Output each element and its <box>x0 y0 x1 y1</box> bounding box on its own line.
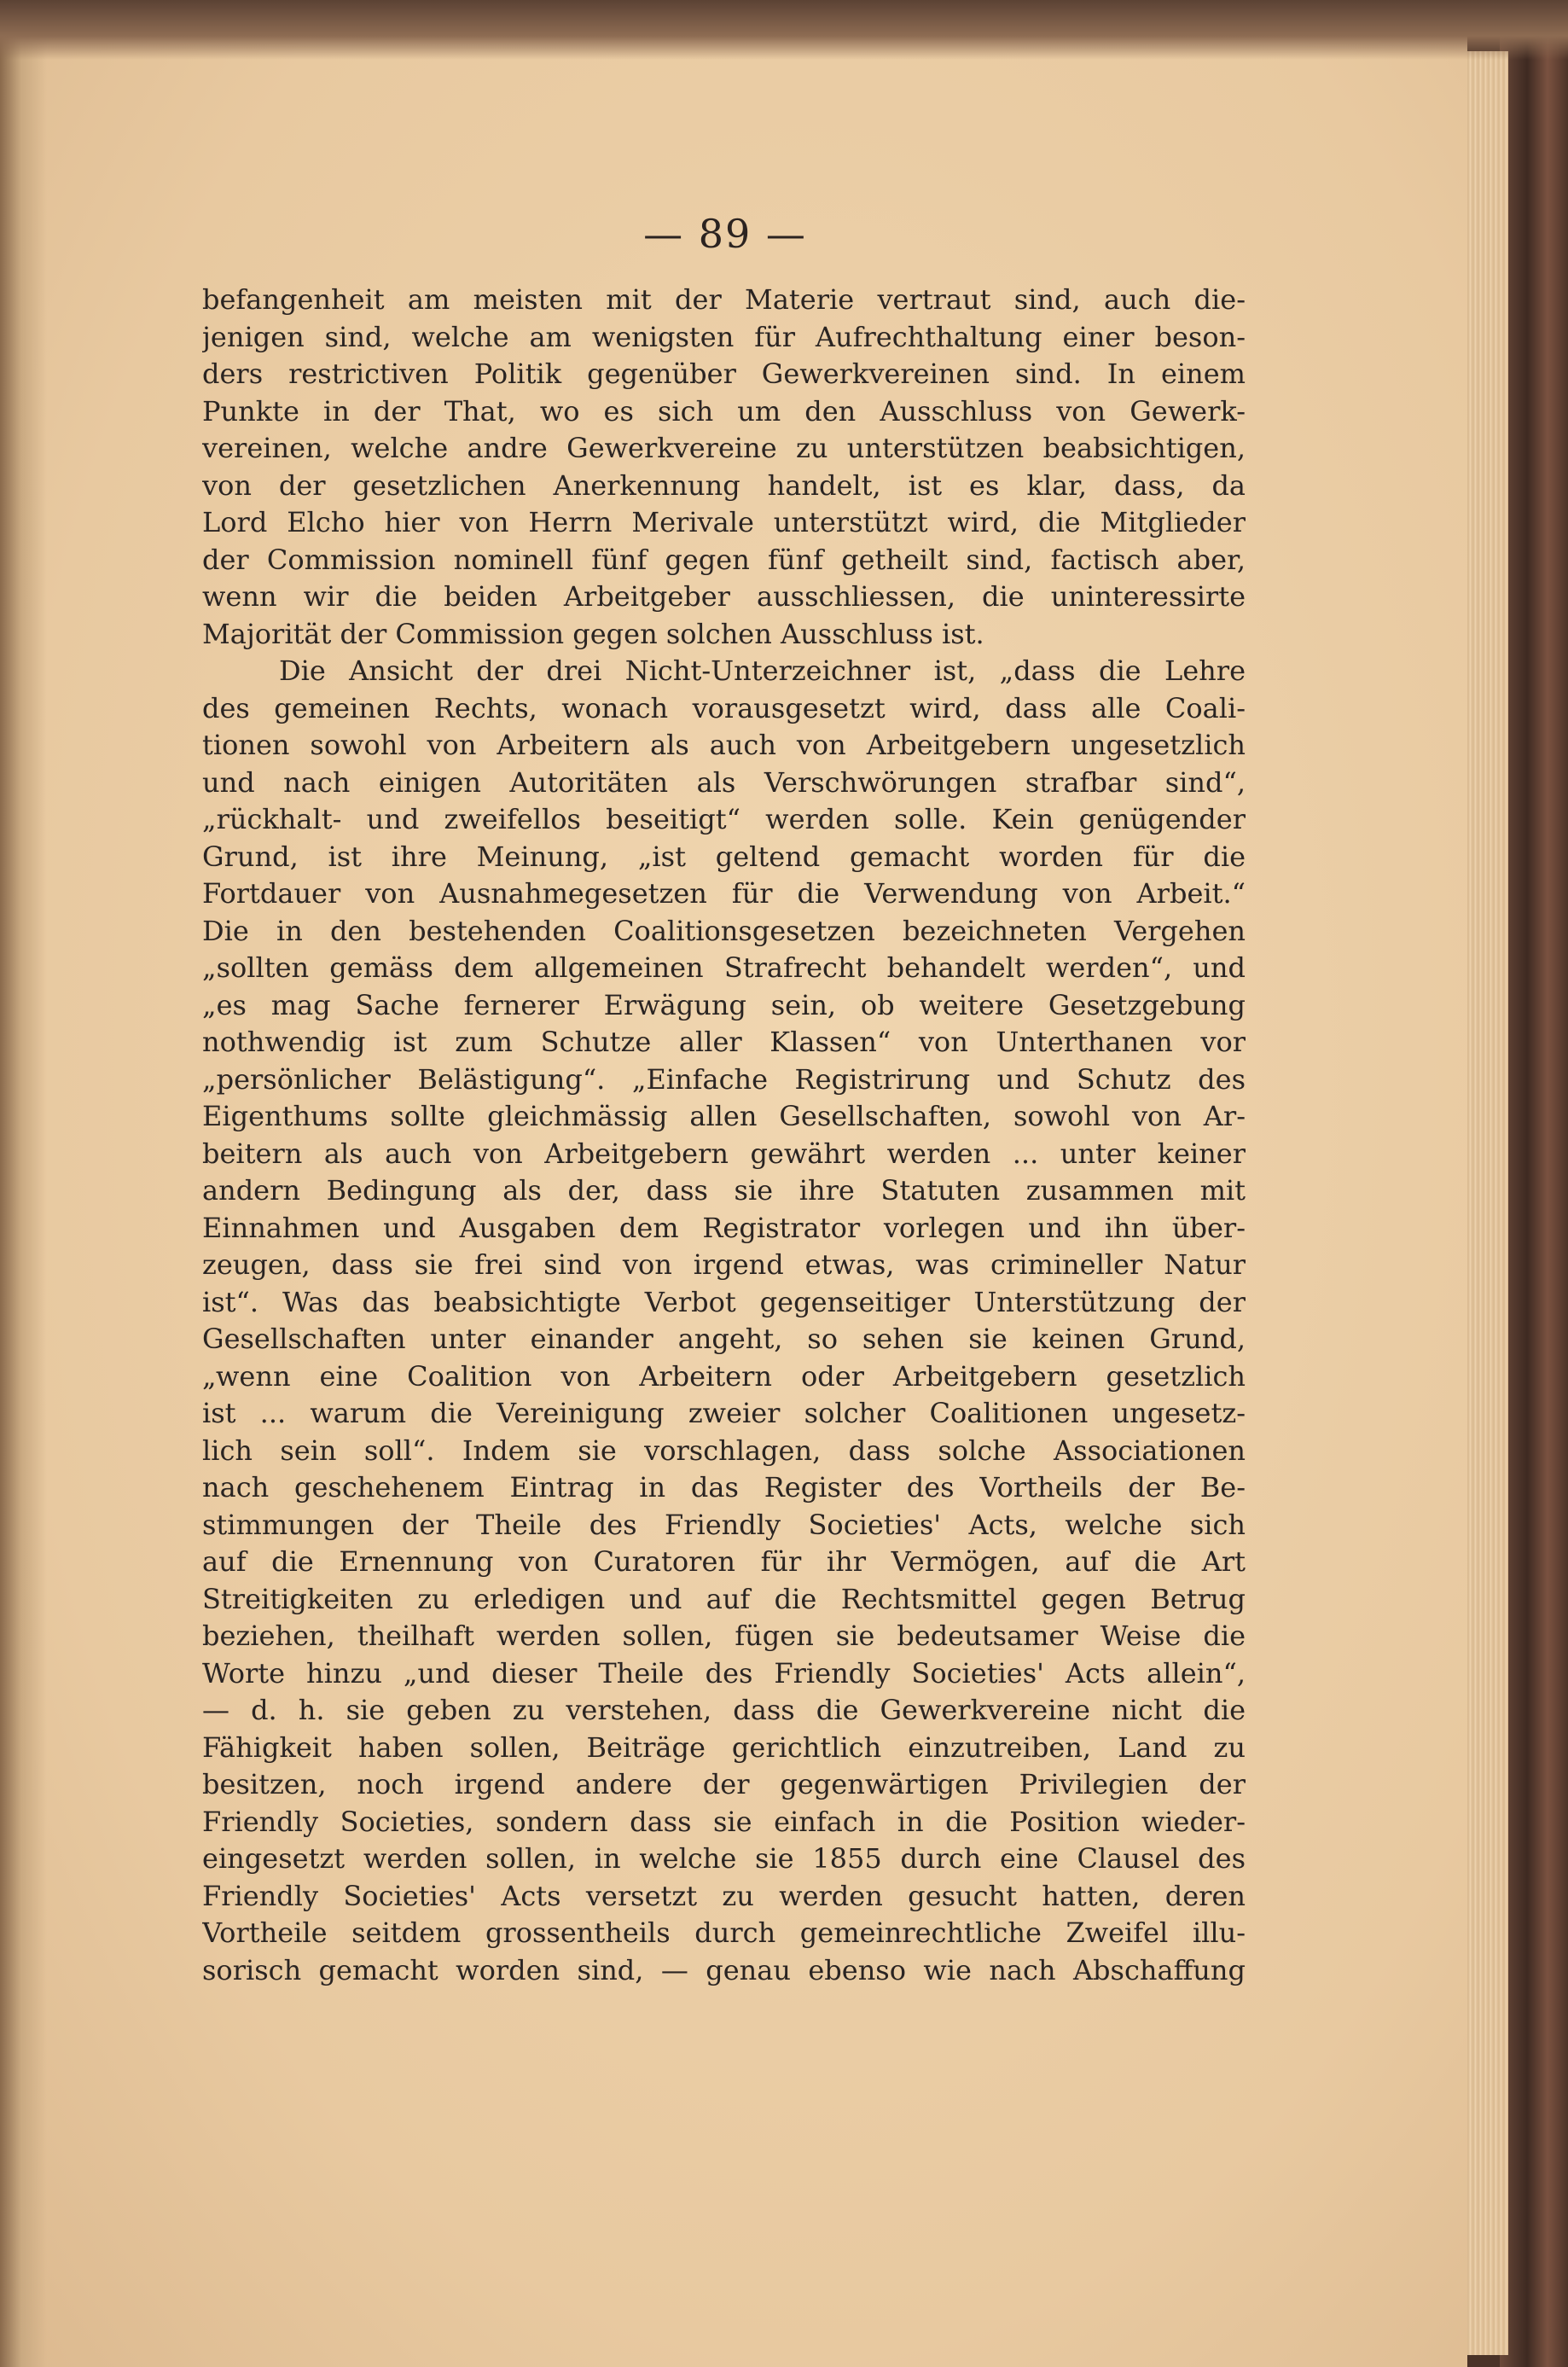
text-line: Eigenthums sollte gleichmässig allen Gesellschaften, sowohl von Ar- <box>202 1100 1246 1132</box>
page-number: — 89 — <box>643 211 807 257</box>
text-line: beziehen, theilhaft werden sollen, fügen sie bedeutsamer Weise die <box>202 1620 1246 1652</box>
text-line: ders restrictiven Politik gegenüber Gewerkvereinen sind. In einem <box>202 358 1246 390</box>
text-line: zeugen, dass sie frei sind von irgend etwas, was crimineller Natur <box>202 1248 1246 1281</box>
text-line: vereinen, welche andre Gewerkvereine zu unterstützen beabsichtigen, <box>202 432 1246 464</box>
text-line: und nach einigen Autoritäten als Verschwörungen strafbar sind“, <box>202 765 1246 799</box>
text-line: „es mag Sache fernerer Erwägung sein, ob weitere Gesetzgebung <box>202 988 1246 1021</box>
text-line: jenigen sind, welche am wenigsten für Aufrechthaltung einer beson- <box>202 320 1246 353</box>
text-line: Gesellschaften unter einander angeht, so sehen sie keinen Grund, <box>202 1323 1246 1355</box>
text-line: stimmungen der Theile des Friendly Societies' Acts, welche sich <box>202 1508 1246 1541</box>
text-line: Einnahmen und Ausgaben dem Registrator vorlegen und ihn über- <box>202 1211 1246 1244</box>
text-line: andern Bedingung als der, dass sie ihre Statuten zusammen mit <box>202 1174 1246 1207</box>
text-line: „sollten gemäss dem allgemeinen Strafrecht behandelt werden“, und <box>202 951 1246 984</box>
text-line: „persönlicher Belästigung“. „Einfache Registrirung und Schutz des <box>202 1062 1246 1096</box>
text-line: auf die Ernennung von Curatoren für ihr Vermögen, auf die Art <box>202 1545 1246 1578</box>
text-line: befangenheit am meisten mit der Materie vertraut sind, auch die- <box>202 283 1246 316</box>
text-line: eingesetzt werden sollen, in welche sie 1855 durch eine Clausel des <box>202 1842 1246 1875</box>
text-line: von der gesetzlichen Anerkennung handelt, ist es klar, dass, da <box>202 468 1246 502</box>
text-line: Punkte in der That, wo es sich um den Ausschluss von Gewerk- <box>202 394 1246 427</box>
text-line: Vortheile seitdem grossentheils durch gemeinrechtliche Zweifel illu- <box>202 1916 1246 1949</box>
text-line: „rückhalt- und zweifellos beseitigt“ werden solle. Kein genügender <box>202 803 1246 835</box>
text-line: Lord Elcho hier von Herrn Merivale unterstützt wird, die Mitglieder <box>202 506 1246 538</box>
text-line: wenn wir die beiden Arbeitgeber ausschliessen, die uninteressirte <box>202 580 1246 613</box>
text-line: Die in den bestehenden Coalitionsgesetzen bezeichneten Vergehen <box>202 914 1246 947</box>
text-line: lich sein soll“. Indem sie vorschlagen, dass solche Associationen <box>202 1434 1246 1467</box>
text-line: besitzen, noch irgend andere der gegenwärtigen Privilegien der <box>202 1768 1246 1800</box>
text-line: Majorität der Commission gegen solchen Ausschluss ist. <box>202 617 984 650</box>
top-binding-shadow <box>0 0 1568 60</box>
text-line: Streitigkeiten zu erledigen und auf die Rechtsmittel gegen Betrug <box>202 1582 1246 1615</box>
text-line: Fähigkeit haben sollen, Beiträge gerichtlich einzutreiben, Land zu <box>202 1730 1246 1764</box>
text-line: „wenn eine Coalition von Arbeitern oder Arbeitgebern gesetzlich <box>202 1359 1246 1393</box>
text-line: nothwendig ist zum Schutze aller Klassen“ von Unterthanen vor <box>202 1026 1246 1058</box>
text-line: Worte hinzu „und dieser Theile des Friendly Societies' Acts allein“, <box>202 1656 1246 1689</box>
text-line: sorisch gemacht worden sind, — genau ebenso wie nach Abschaffung <box>202 1953 1246 1986</box>
text-line: Friendly Societies, sondern dass sie einfach in die Position wieder- <box>202 1805 1246 1838</box>
book-cover-edge <box>1500 0 1568 2367</box>
text-line: ist ... warum die Vereinigung zweier solcher Coalitionen ungesetz- <box>202 1397 1246 1429</box>
text-line: der Commission nominell fünf gegen fünf getheilt sind, factisch aber, <box>202 543 1246 576</box>
text-line: Die Ansicht der drei Nicht-Unterzeichner ist, „dass die Lehre <box>279 654 1246 687</box>
text-line: beitern als auch von Arbeitgebern gewährt werden ... unter keiner <box>202 1137 1246 1170</box>
spine-shadow <box>0 0 47 2367</box>
text-line: Friendly Societies' Acts versetzt zu werden gesucht hatten, deren <box>202 1879 1246 1912</box>
text-line: nach geschehenem Eintrag in das Register des Vortheils der Be- <box>202 1471 1246 1503</box>
text-line: Grund, ist ihre Meinung, „ist geltend gemacht worden für die <box>202 840 1246 873</box>
text-line: des gemeinen Rechts, wonach vorausgesetzt wird, dass alle Coali- <box>202 691 1246 724</box>
body-text <box>202 282 1246 1989</box>
text-line: Fortdauer von Ausnahmegesetzen für die Verwendung von Arbeit.“ <box>202 877 1246 910</box>
page-stack-edge <box>1466 51 1508 2355</box>
text-line: tionen sowohl von Arbeitern als auch von Arbeitgebern ungesetzlich <box>202 729 1246 761</box>
text-line: ist“. Was das beabsichtigte Verbot gegenseitiger Unterstützung der <box>202 1285 1246 1318</box>
text-line: — d. h. sie geben zu verstehen, dass die Gewerkvereine nicht die <box>202 1694 1246 1726</box>
